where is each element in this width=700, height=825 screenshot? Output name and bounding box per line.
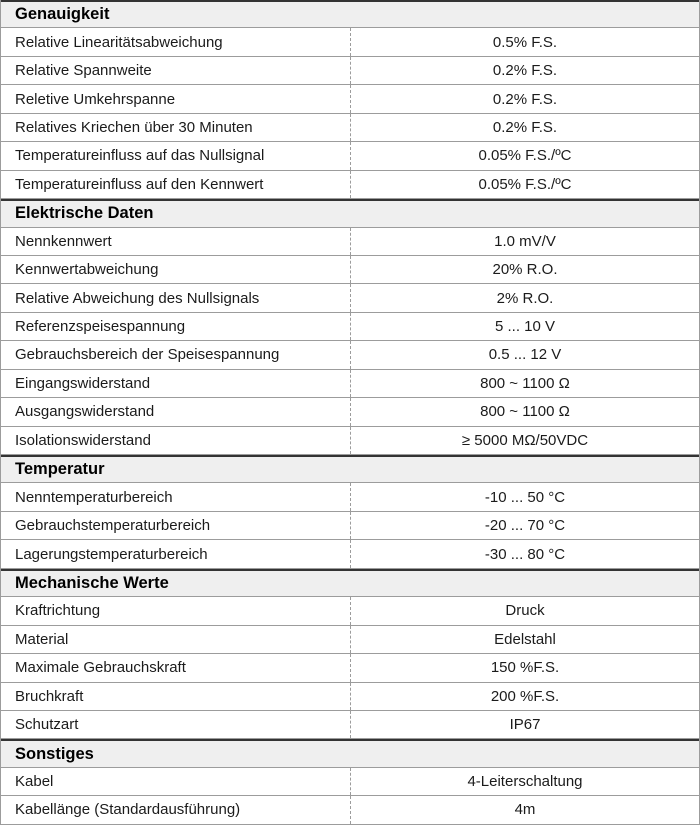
spec-label: Temperatureinfluss auf das Nullsignal — [15, 147, 265, 165]
section-title: Mechanische Werte — [15, 573, 169, 592]
spec-label: Gebrauchstemperaturbereich — [15, 517, 211, 535]
spec-section — [1, 199, 699, 455]
spec-value: 1.0 mV/V — [350, 228, 699, 255]
spec-label: Relative Linearitätsabweichung — [15, 33, 223, 51]
spec-label: Temperatureinfluss auf den Kennwert — [15, 175, 264, 193]
spec-row — [1, 654, 699, 682]
spec-label: Nenntemperaturbereich — [15, 488, 173, 506]
spec-row — [1, 540, 699, 568]
section-header — [1, 739, 699, 767]
spec-row — [1, 370, 699, 398]
spec-label: Bruchkraft — [15, 687, 84, 705]
spec-label: Referenzspeisespannung — [15, 318, 186, 336]
spec-row — [1, 256, 699, 284]
section-title: Sonstiges — [15, 744, 94, 763]
spec-row — [1, 85, 699, 113]
spec-value: -10 ... 50 °C — [350, 483, 699, 510]
spec-row — [1, 512, 699, 540]
spec-value: 0.5% F.S. — [350, 28, 699, 55]
spec-value: -20 ... 70 °C — [350, 512, 699, 539]
spec-label: Material — [15, 630, 69, 648]
spec-row — [1, 711, 699, 739]
spec-value: 0.2% F.S. — [350, 114, 699, 141]
spec-label: Eingangswiderstand — [15, 374, 151, 392]
spec-label: Relative Spannweite — [15, 62, 152, 80]
spec-section — [1, 0, 699, 199]
spec-label: Maximale Gebrauchskraft — [15, 659, 186, 677]
section-title: Temperatur — [15, 460, 105, 479]
spec-value: 0.5 ... 12 V — [350, 341, 699, 368]
spec-row — [1, 228, 699, 256]
spec-label: Relative Abweichung des Nullsignals — [15, 289, 260, 307]
spec-value: 2% R.O. — [350, 284, 699, 311]
spec-value: Edelstahl — [350, 626, 699, 653]
spec-row — [1, 427, 699, 455]
spec-row — [1, 597, 699, 625]
spec-row — [1, 284, 699, 312]
spec-row — [1, 398, 699, 426]
section-title: Genauigkeit — [15, 5, 110, 24]
spec-label: Schutzart — [15, 716, 79, 734]
spec-section — [1, 455, 699, 569]
spec-row — [1, 483, 699, 511]
section-title: Elektrische Daten — [15, 204, 154, 223]
spec-row — [1, 171, 699, 199]
spec-row — [1, 114, 699, 142]
spec-value: 4-Leiterschaltung — [350, 768, 699, 795]
spec-row — [1, 796, 699, 824]
spec-row — [1, 28, 699, 56]
spec-value: 0.05% F.S./ºC — [350, 171, 699, 198]
spec-label: Gebrauchsbereich der Speisespannung — [15, 346, 280, 364]
spec-value: 20% R.O. — [350, 256, 699, 283]
spec-value: 800 ~ 1100 Ω — [350, 398, 699, 425]
section-header — [1, 455, 699, 483]
spec-value: 0.2% F.S. — [350, 85, 699, 112]
spec-value: 5 ... 10 V — [350, 313, 699, 340]
section-header — [1, 199, 699, 227]
spec-value: -30 ... 80 °C — [350, 540, 699, 567]
spec-section — [1, 739, 699, 824]
spec-value: 0.2% F.S. — [350, 57, 699, 84]
spec-value: 150 %F.S. — [350, 654, 699, 681]
spec-label: Kabel — [15, 773, 54, 791]
spec-value: 800 ~ 1100 Ω — [350, 370, 699, 397]
spec-row — [1, 341, 699, 369]
spec-row — [1, 142, 699, 170]
spec-row — [1, 57, 699, 85]
spec-label: Ausgangswiderstand — [15, 403, 155, 421]
spec-label: Reletive Umkehrspanne — [15, 90, 176, 108]
spec-label: Kennwertabweichung — [15, 261, 159, 279]
section-header — [1, 569, 699, 597]
spec-label: Lagerungstemperaturbereich — [15, 545, 208, 563]
spec-row — [1, 626, 699, 654]
spec-label: Relatives Kriechen über 30 Minuten — [15, 118, 253, 136]
spec-label: Nennkennwert — [15, 232, 112, 250]
spec-section — [1, 569, 699, 740]
section-header — [1, 0, 699, 28]
spec-row — [1, 313, 699, 341]
spec-value: IP67 — [350, 711, 699, 738]
spec-row — [1, 768, 699, 796]
spec-value: 0.05% F.S./ºC — [350, 142, 699, 169]
spec-value: ≥ 5000 MΩ/50VDC — [350, 427, 699, 454]
spec-value: 4m — [350, 796, 699, 823]
spec-label: Isolationswiderstand — [15, 431, 151, 449]
spec-value: 200 %F.S. — [350, 683, 699, 710]
spec-label: Kraftrichtung — [15, 602, 101, 620]
spec-value: Druck — [350, 597, 699, 624]
spec-row — [1, 683, 699, 711]
spec-label: Kabellänge (Standardausführung) — [15, 801, 241, 819]
